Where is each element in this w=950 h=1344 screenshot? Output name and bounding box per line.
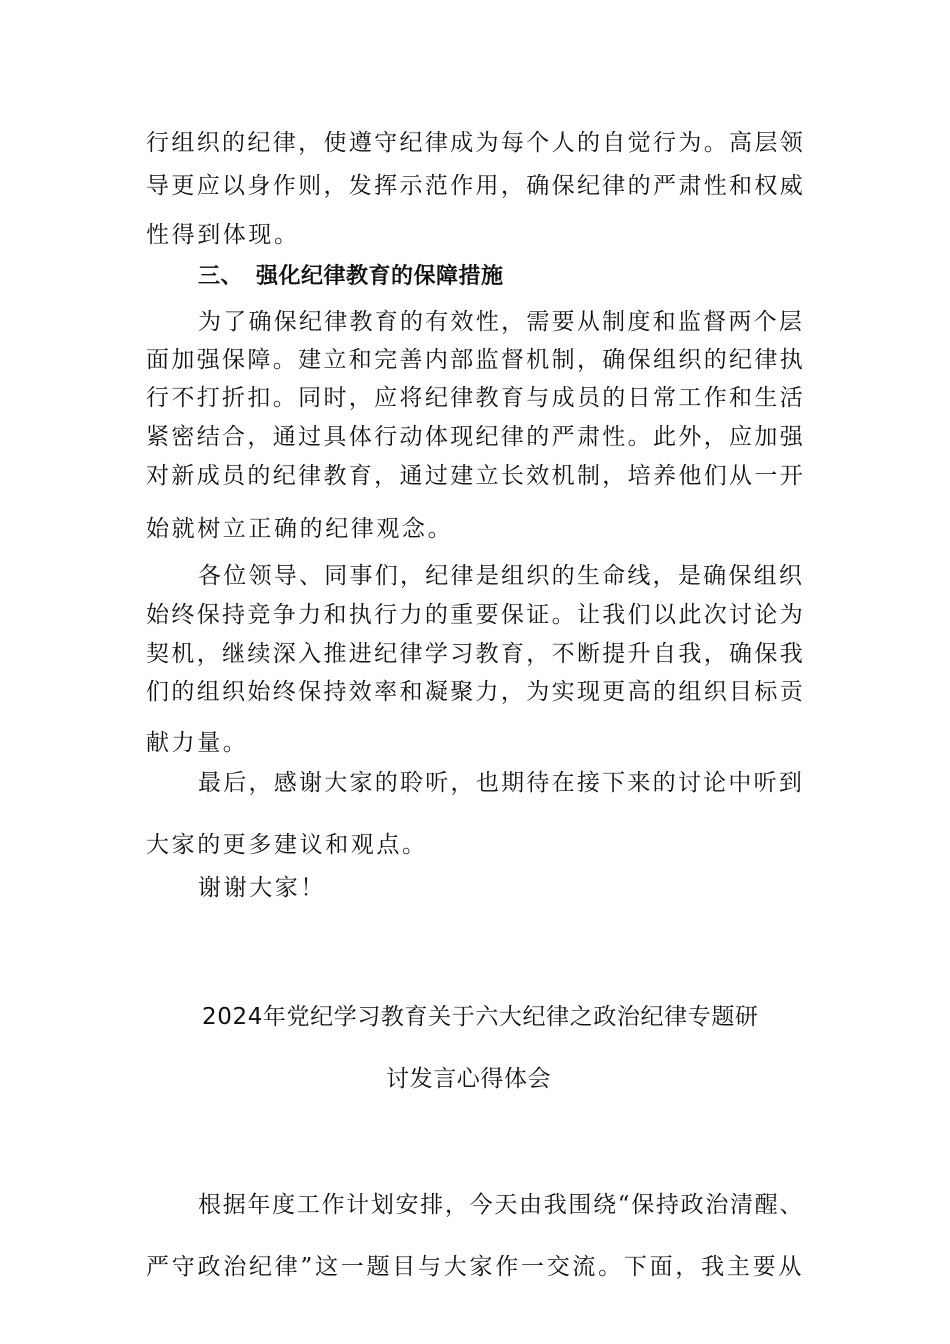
text-line: 契机，继续深入推进纪律学习教育，不断提升自我，确保我 <box>146 641 806 667</box>
text-line: 对新成员的纪律教育，通过建立长效机制，培养他们从一开 <box>146 463 806 489</box>
text-line: 始就树立正确的纪律观念。 <box>146 516 454 542</box>
text-line: 面加强保障。建立和完善内部监督机制，确保组织的纪律执 <box>146 347 806 373</box>
text-line: 各位领导、同事们，纪律是组织的生命线，是确保组织 <box>198 563 804 589</box>
text-line: 大家的更多建议和观点。 <box>146 832 428 858</box>
text-line: 最后，感谢大家的聆听，也期待在接下来的讨论中听到 <box>198 770 804 796</box>
text-line: 行不打折扣。同时，应将纪律教育与成员的日常工作和生活 <box>146 385 806 411</box>
text-line: 导更应以身作则，发挥示范作用，确保纪律的严肃性和权威 <box>146 173 806 199</box>
text-line: 根据年度工作计划安排，今天由我围绕“保持政治清醒、 <box>198 1192 804 1218</box>
section-heading <box>198 262 504 292</box>
text-line: 们的组织始终保持效率和凝聚力，为实现更高的组织目标贡 <box>146 679 806 705</box>
text-line: 严守政治纪律”这一题目与大家作一交流。下面，我主要从 <box>146 1254 804 1280</box>
thank-you-text: 谢谢大家！ <box>198 875 326 901</box>
text-line: 行组织的纪律，使遵守纪律成为每个人的自觉行为。高层领 <box>146 130 806 156</box>
article-title-line2: 讨发言心得体会 <box>386 1066 552 1092</box>
text-line: 性得到体现。 <box>146 222 300 248</box>
section-title: 强化纪律教育的保障措施 <box>256 264 504 289</box>
text-line: 紧密结合，通过具体行动体现纪律的严肃性。此外，应加强 <box>146 424 806 450</box>
article-title-line1: 2024年党纪学习教育关于六大纪律之政治纪律专题研 <box>202 1004 759 1030</box>
text-line: 献力量。 <box>146 730 249 756</box>
section-number: 三、 <box>198 264 244 289</box>
text-line: 始终保持竞争力和执行力的重要保证。让我们以此次讨论为 <box>146 602 806 628</box>
text-line: 为了确保纪律教育的有效性，需要从制度和监督两个层 <box>198 309 804 335</box>
